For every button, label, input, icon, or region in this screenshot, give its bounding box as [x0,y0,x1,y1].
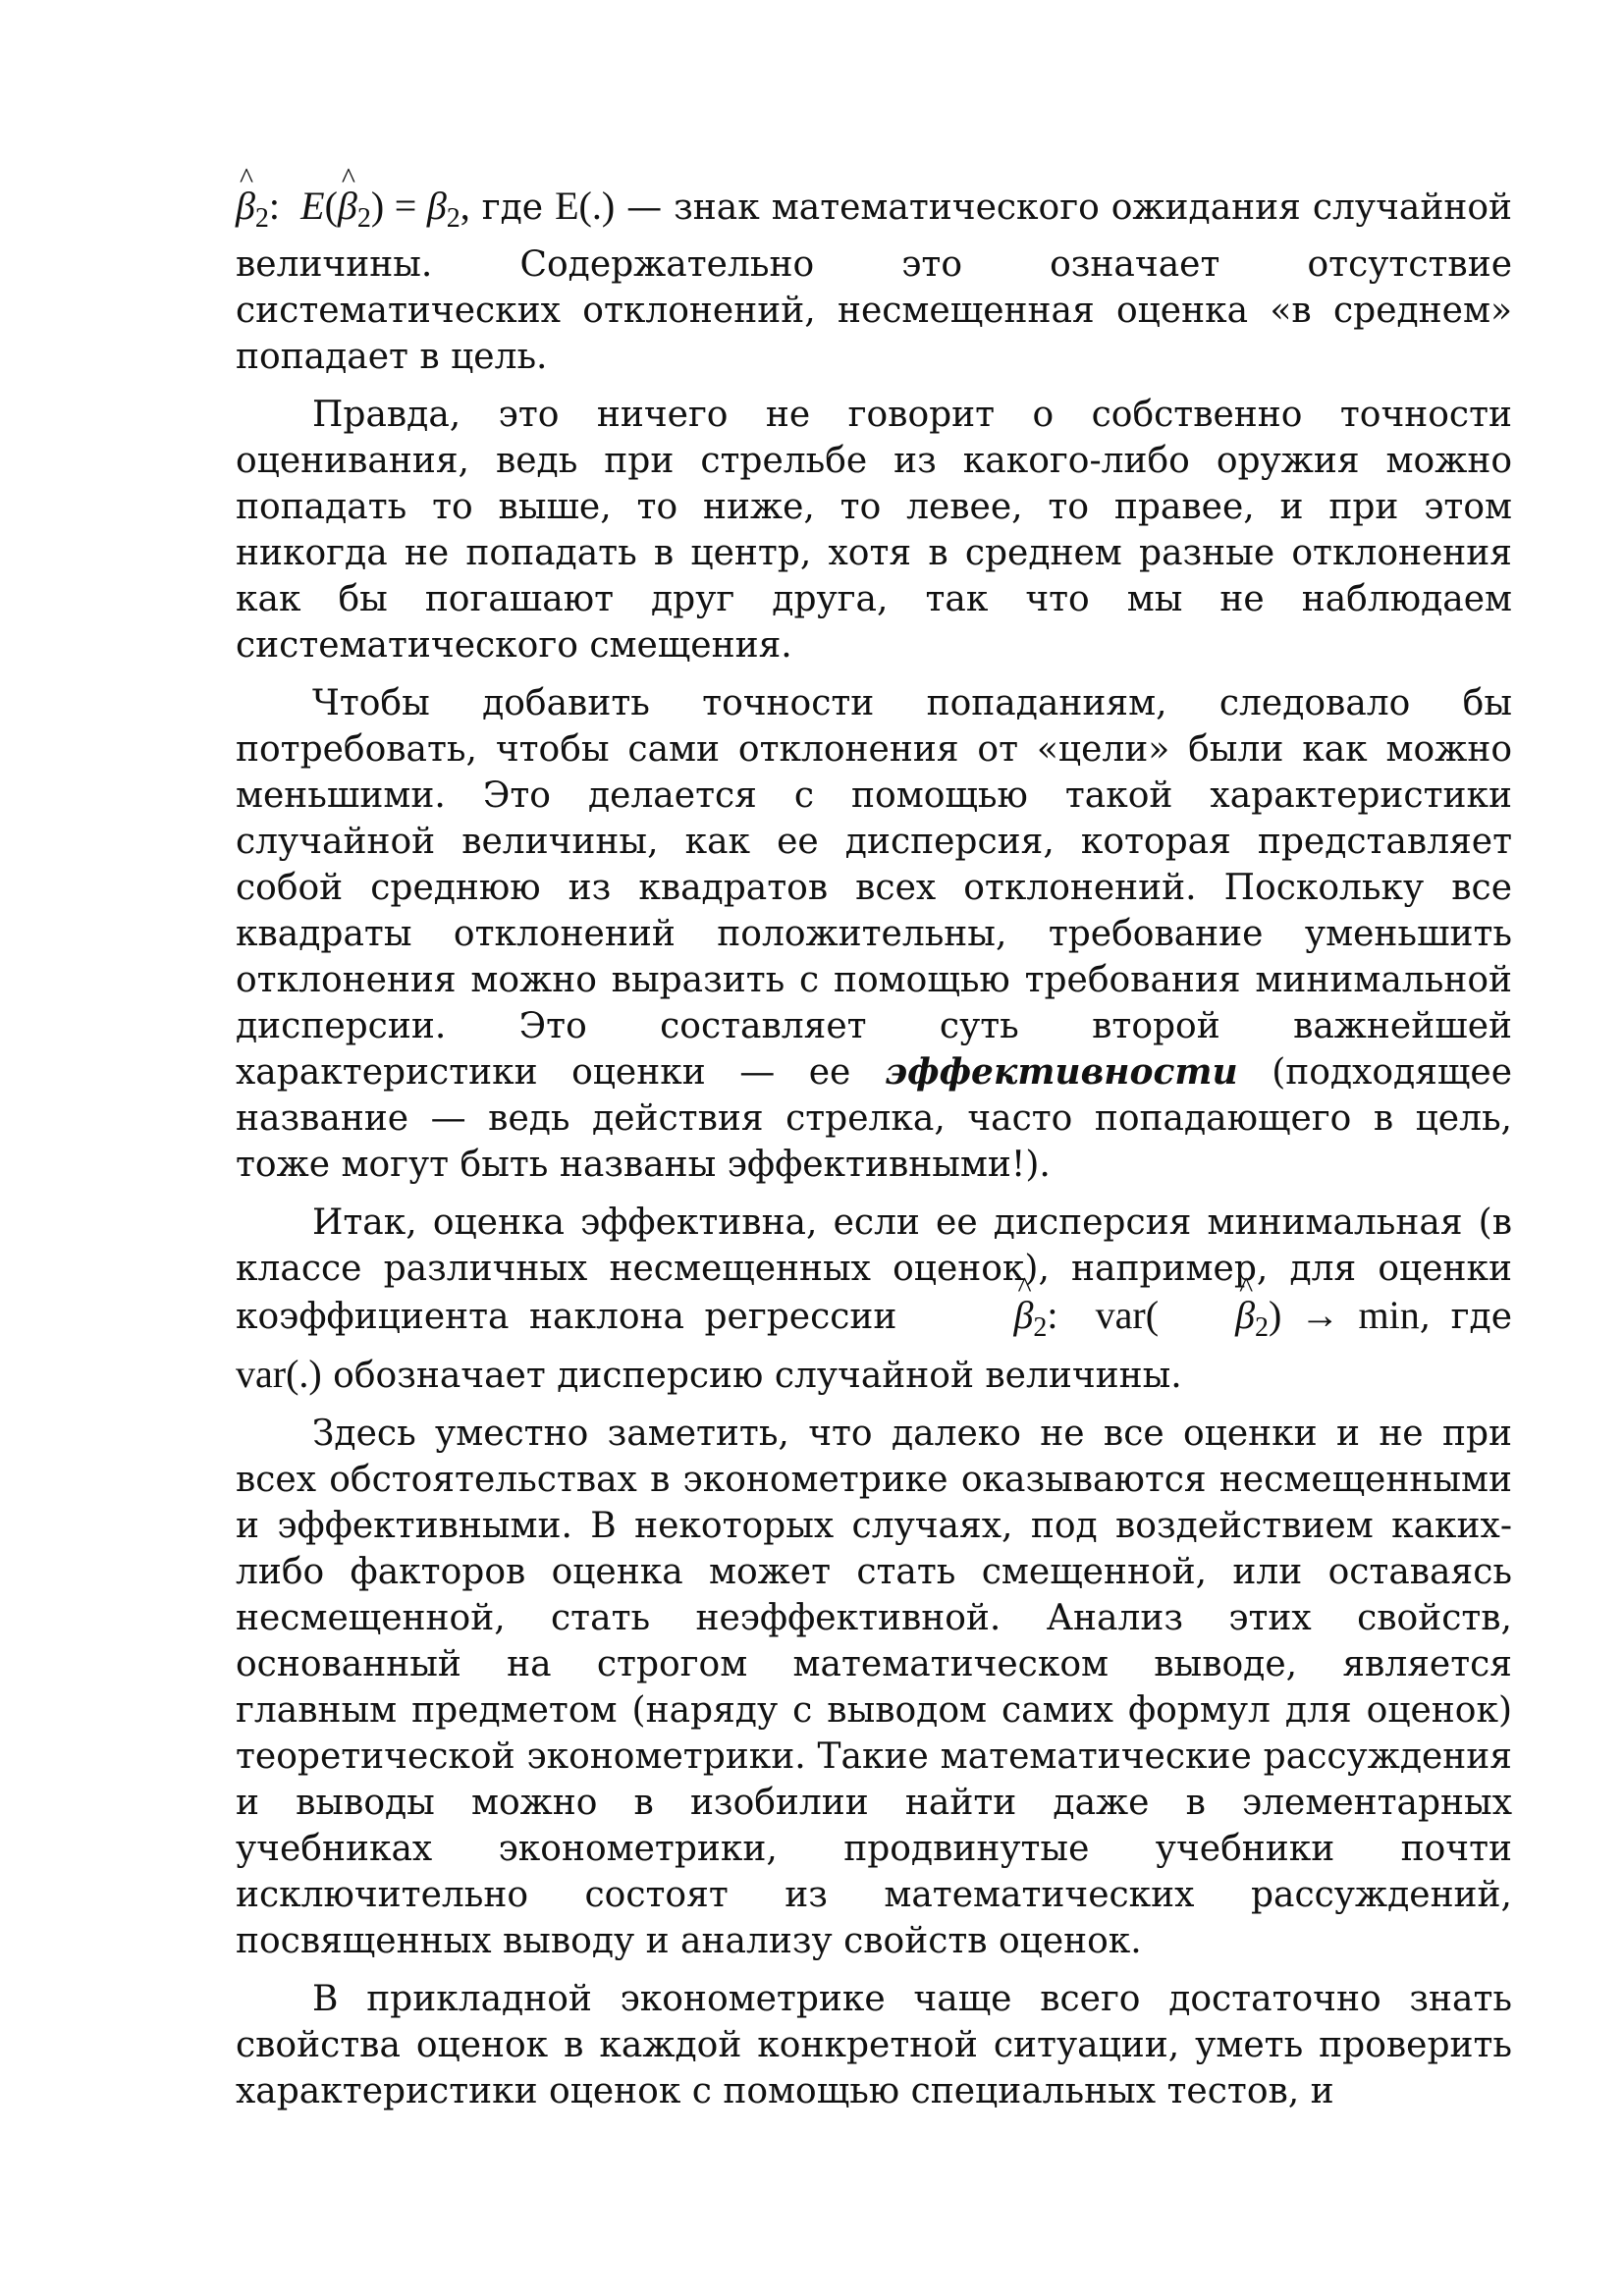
beta-hat: ^ β [236,183,255,229]
term-efficiency: эффективности [884,1051,1238,1093]
formula-expectation-operator: E(.) [555,184,616,228]
paragraph-theoretical-econometrics: Здесь уместно заметить, что далеко не все оценки и не при всех обстоятельствах в эконометрике оказываются несмещенными и эффективными. В некоторых случаях, под воздействием каких-либо факторов оценка может стать смещенной, или оставаясь несмещенной, стать неэффективной. Анализ этих свойств, основанный на строгом математическом выводе, является главным предметом (наряду с выводом самих формул для оценок) теоретической эконометрики. Такие математические рассуждения и выводы можно в изобилии найти даже в элементарных учебниках эконометрики, продвинутые учебники почти исключительно состоят из математических рассуждений, посвященных выводу и анализу свойств оценок. [236,1414,1512,1961]
paragraph-efficient-estimate: Итак, оценка эффективна, если ее дисперсия минимальная (в классе различных несмещенных оценок), например, для оценки коэффициента наклона регрессии ^ $\beta_2$: var(^ $\beta_2) \to \min$, где var(.) обозначает дисперсию случайной величины. [236,1200,1512,1399]
paragraph-applied-econometrics: В прикладной эконометрике чаще всего достаточно знать свойства оценок в каждой конкретной ситуации, уметь проверить характеристики оценок с помощью специальных тестов, и [236,1979,1512,2111]
paragraph-unbiasedness-end: ^ $\beta_2$: E(^ $\beta_2) = \beta_2$, где E(.) — знак математического ожидания случайной величины. Содержательно это означает отсутствие систематических отклонений, несмещенная оценка «в среднем» попадает в цель. [236,183,1512,380]
formula-unbiasedness: ^ $\beta_2$: E(^ $\beta_2) = \beta_2$, [236,184,470,228]
formula-min-variance: ^ $\beta_2$: var(^ $\beta_2) \to \min$ [937,1293,1419,1337]
body-text [236,183,1512,2126]
paragraph-accuracy: Правда, это ничего не говорит о собственно точности оценивания, ведь при стрельбе из какого-либо оружия можно попадать то выше, то ниже, то левее, то правее, и при этом никогда не попадать в центр, хотя в среднем разные отклонения как бы погашают друг друга, так что мы не наблюдаем систематического смещения. [236,395,1512,666]
formula-variance-operator: var(.) [236,1352,322,1396]
beta-hat: ^ β [338,183,357,229]
paragraph-efficiency: Чтобы добавить точности попаданиям, следовало бы потребовать, чтобы сами отклонения от «цели» были как можно меньшими. Это делается с помощью такой характеристики случайной величины, как ее дисперсия, которая представляет собой среднюю из квадратов всех отклонений. Поскольку все квадраты отклонений положительны, требование уменьшить отклонения можно выразить с помощью требования минимальной дисперсии. Это составляет суть второй важнейшей характеристики оценки — ее эффективности (подходящее название — ведь действия стрелка, часто попадающего в цель, тоже могут быть названы эффективными!). [236,683,1512,1185]
